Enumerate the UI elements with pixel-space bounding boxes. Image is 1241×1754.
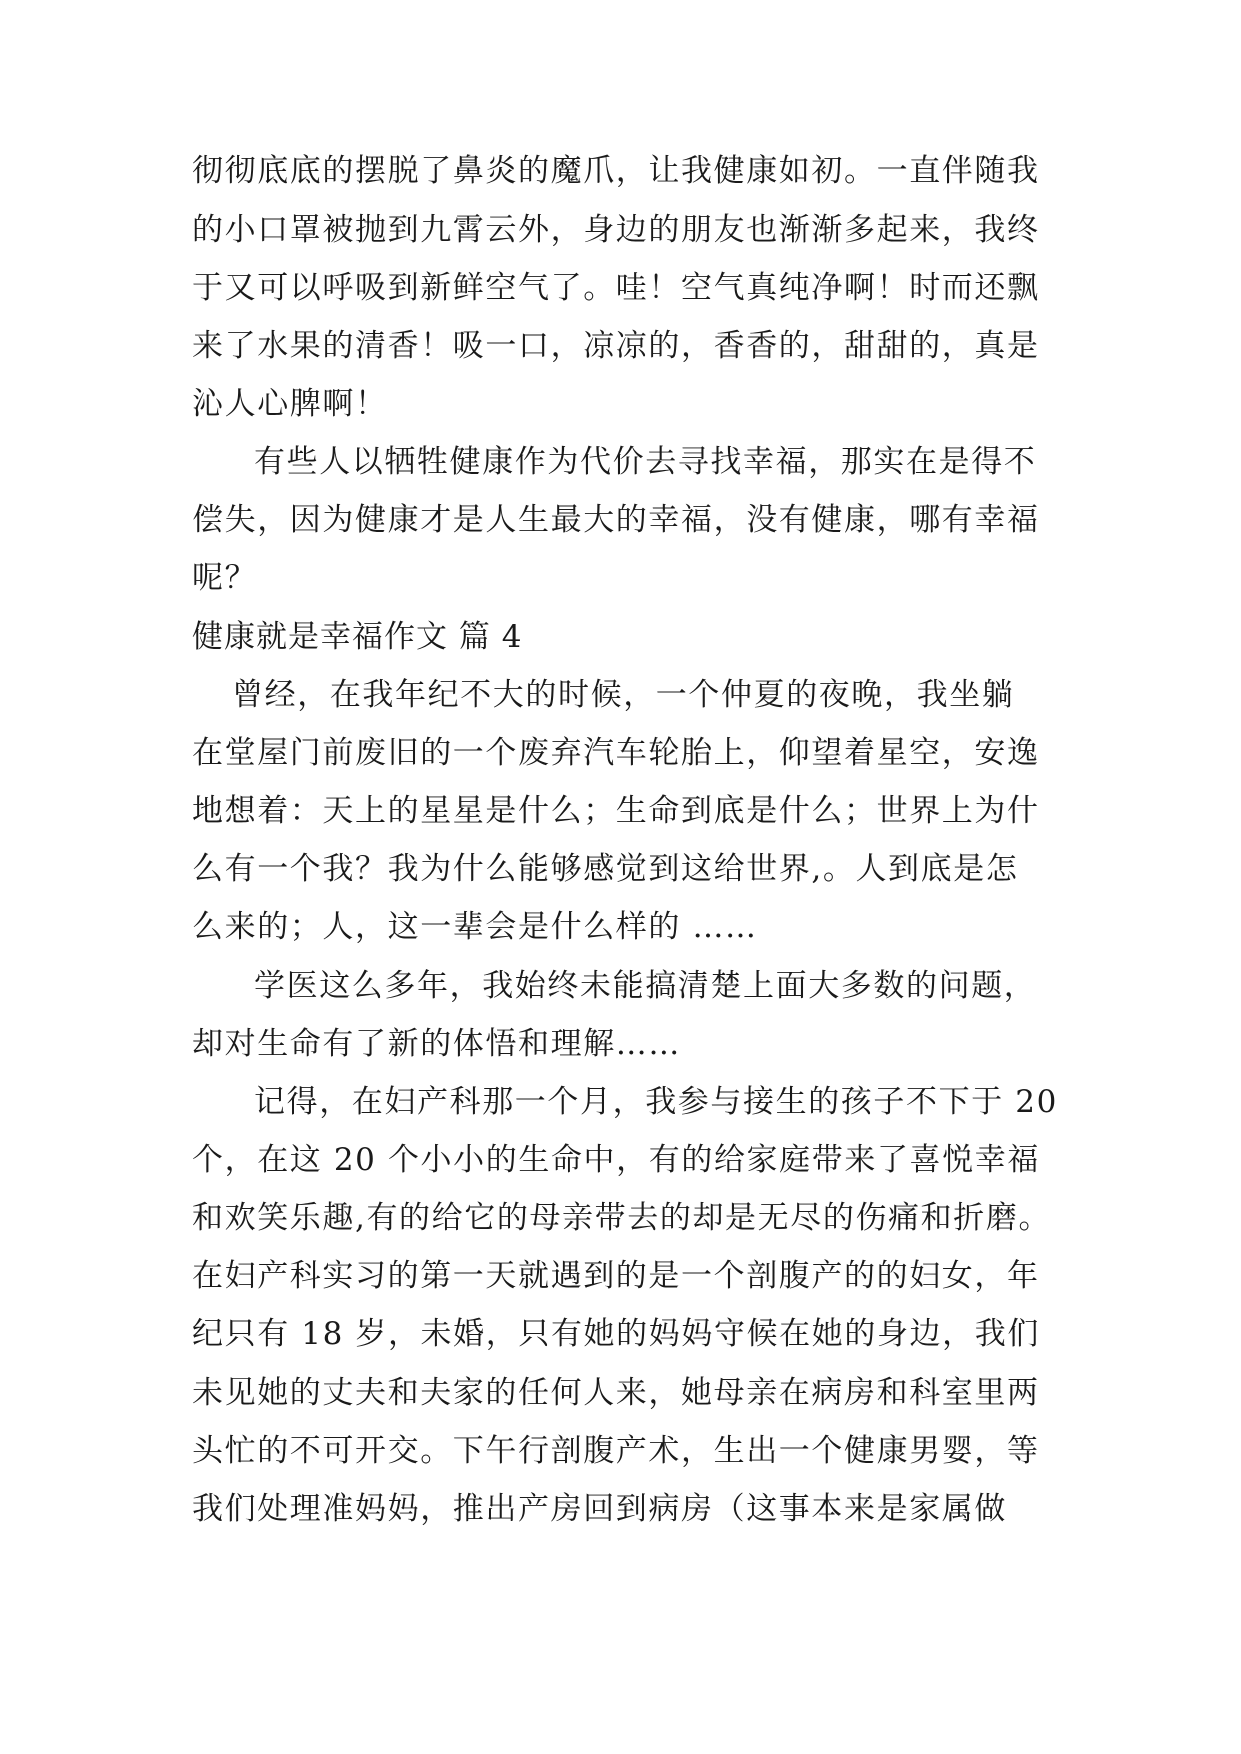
text-line: 于又可以呼吸到新鲜空气了。哇！空气真纯净啊！时而还飘 (192, 270, 1040, 306)
text-line: 和欢笑乐趣,有的给它的母亲带去的却是无尽的伤痛和折磨。 (192, 1200, 1052, 1236)
text-line: 呢？ (192, 560, 258, 596)
section-heading: 健康就是幸福作文 篇 4 (192, 619, 523, 655)
text-line: 地想着：天上的星星是什么；生命到底是什么；世界上为什 (192, 793, 1040, 829)
text-line: 的小口罩被抛到九霄云外，身边的朋友也渐渐多起来，我终 (192, 212, 1040, 248)
text-line: 记得，在妇产科那一个月，我参与接生的孩子不下于 20 (254, 1084, 1058, 1120)
text-line: 学医这么多年，我始终未能搞清楚上面大多数的问题， (254, 968, 1037, 1004)
text-line: 个，在这 20 个小小的生命中，有的给家庭带来了喜悦幸福 (192, 1142, 1040, 1178)
text-line: 我们处理准妈妈，推出产房回到病房（这事本来是家属做 (192, 1491, 1007, 1527)
text-line: 却对生命有了新的体悟和理解…… (192, 1026, 681, 1062)
text-line: 偿失，因为健康才是人生最大的幸福，没有健康，哪有幸福 (192, 502, 1040, 538)
text-line: 彻彻底底的摆脱了鼻炎的魔爪，让我健康如初。一直伴随我 (192, 153, 1040, 189)
text-line: 有些人以牺牲健康作为代价去寻找幸福，那实在是得不 (254, 444, 1037, 480)
text-line: 么来的；人，这一辈会是什么样的 …… (192, 909, 758, 945)
text-line: 沁人心脾啊！ (192, 386, 388, 422)
text-line: 曾经，在我年纪不大的时候，一个仲夏的夜晚，我坐躺 (232, 677, 1015, 713)
text-line: 未见她的丈夫和夫家的任何人来，她母亲在病房和科室里两 (192, 1375, 1040, 1411)
text-line: 么有一个我？我为什么能够感觉到这给世界,。人到底是怎 (192, 851, 1019, 887)
text-line: 头忙的不可开交。下午行剖腹产术，生出一个健康男婴，等 (192, 1433, 1040, 1469)
text-line: 纪只有 18 岁，未婚，只有她的妈妈守候在她的身边，我们 (192, 1316, 1040, 1352)
text-line: 来了水果的清香！吸一口，凉凉的，香香的，甜甜的，真是 (192, 328, 1040, 364)
text-line: 在堂屋门前废旧的一个废弃汽车轮胎上，仰望着星空，安逸 (192, 735, 1040, 771)
text-line: 在妇产科实习的第一天就遇到的是一个剖腹产的的妇女，年 (192, 1258, 1040, 1294)
